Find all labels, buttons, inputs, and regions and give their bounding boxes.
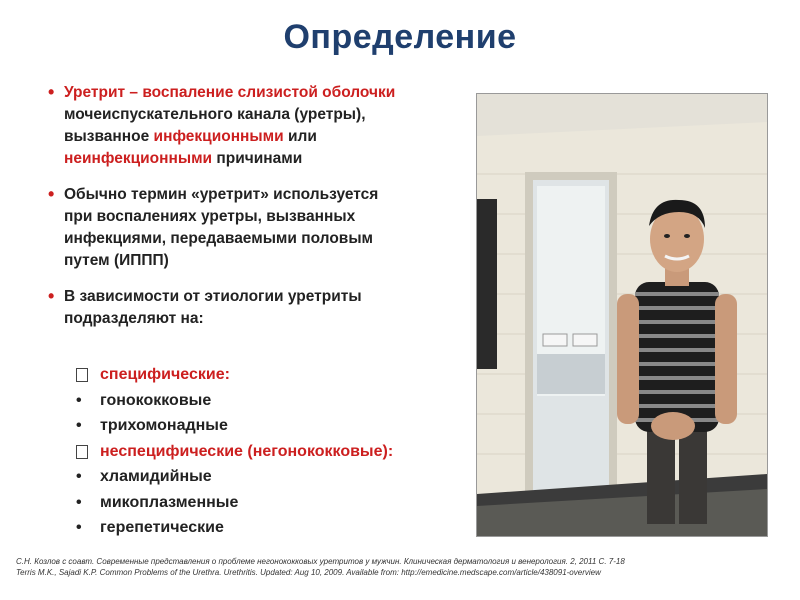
list-item: • хламидийные [76,464,496,490]
bullet-dot-icon: • [76,468,82,485]
term-urethritis: Уретрит – воспаление слизистой оболочки [64,84,396,101]
bullet-dot-icon: • [76,493,82,511]
bullet-line: при воспалениях уретры, вызванных [64,208,356,225]
bullet-dot-icon: • [76,519,82,536]
list-item: • микоплазменные [76,490,496,516]
bullet-line: вызванное инфекционными или [64,128,317,145]
bullet-term-usage [46,184,466,272]
photo-man-in-hallway [476,93,768,537]
list-item: • герепетические [76,515,496,541]
bullet-etiology [46,286,466,330]
slide-title: Определение [283,18,517,56]
urethritis-types-list [76,362,496,541]
highlight-infectious: инфекционными [153,128,284,145]
list-item: • трихомонадные [76,413,496,439]
bullet-line: неинфекционными причинами [64,150,303,167]
bullet-line: подразделяют на: [64,310,204,327]
bullet-dot-icon: • [76,391,82,409]
reference-line: Terris M.K., Sajadi K.P. Common Problems of the Urethra. Urethritis. Updated: Aug 10, 2009. Available from: http://emedicine.medscape.com/article/438091-overview [16,568,601,577]
highlight-noninfectious: неинфекционными [64,150,213,167]
checkbox-icon [76,368,88,382]
bullet-dot-icon: • [48,286,55,306]
bullet-line: инфекциями, передаваемыми половым [64,230,374,247]
reference-line: С.Н. Козлов с соавт. Современные представления о проблеме негонококковых уретритов у мужчин. Клиническая дерматология и венерология. 2, 2011 С. 7-18 [16,557,625,566]
photo-illustration [477,94,767,536]
bullet-line: мочеиспускательного канала (уретры), [64,106,366,123]
checkbox-icon [76,445,88,459]
list-item-specific: специфические: [76,362,496,388]
bullet-dot-icon: • [48,82,55,102]
bullet-dot-icon: • [76,417,82,434]
bullet-line: Обычно термин «уретрит» используется [64,186,379,203]
bullet-urethritis-definition [46,82,466,170]
references [16,556,796,578]
list-item: • гонококковые [76,388,496,414]
bullet-line: путем (ИППП) [64,252,169,269]
definition-bullets [46,82,466,344]
list-item-nonspecific: неспецифические (негонококковые): [76,439,496,465]
bullet-line: В зависимости от этиологии уретриты [64,288,362,305]
bullet-dot-icon: • [48,184,55,204]
